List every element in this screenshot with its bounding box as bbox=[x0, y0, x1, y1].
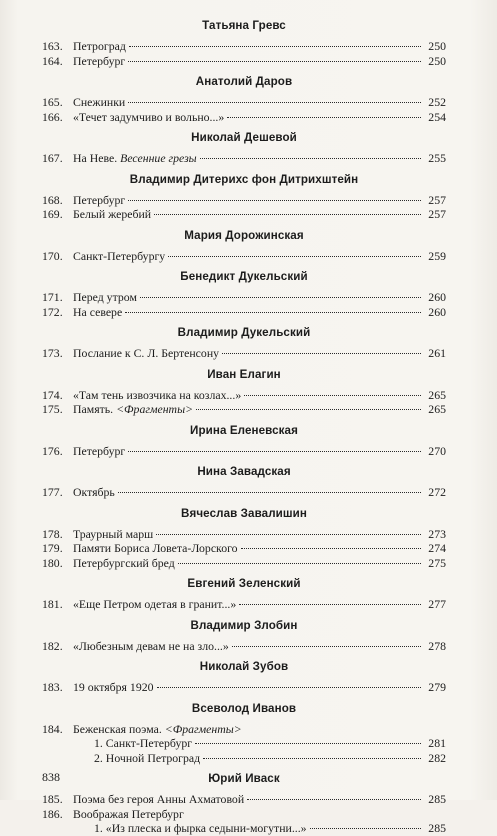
entry-title-text: 19 октября 1920 bbox=[73, 680, 154, 694]
toc-entry[interactable] bbox=[42, 597, 446, 612]
author-heading: Мария Дорожинская bbox=[184, 228, 304, 242]
entry-page-number: 270 bbox=[428, 443, 446, 458]
author-heading: Евгений Зеленский bbox=[187, 577, 301, 590]
toc-entry[interactable] bbox=[42, 305, 446, 320]
dot-leader bbox=[245, 729, 421, 730]
dot-leader bbox=[129, 45, 421, 47]
entry-page-number: 250 bbox=[428, 53, 446, 68]
entry-title-text: Перед утром bbox=[73, 290, 137, 304]
entry-title-text: «Любезным девам не на зло...» bbox=[73, 638, 229, 653]
entry-title bbox=[73, 444, 125, 459]
dot-leader bbox=[187, 814, 421, 815]
entry-title-text: Санкт-Петербургу bbox=[73, 248, 166, 263]
author-heading: Всеволод Иванов bbox=[191, 701, 297, 715]
dot-leader bbox=[239, 603, 421, 605]
entry-page-number: 257 bbox=[428, 192, 446, 207]
toc-entry[interactable] bbox=[42, 388, 446, 403]
toc-entry[interactable] bbox=[42, 807, 446, 822]
toc-entry[interactable] bbox=[42, 639, 446, 654]
entry-title bbox=[73, 305, 122, 320]
entry-title-text: Память. bbox=[73, 402, 114, 416]
entry-title bbox=[73, 290, 137, 305]
entry-page-number: 254 bbox=[428, 109, 446, 124]
entry-title-text: Поэма без героя Анны Ахматовой bbox=[73, 792, 245, 806]
entry-page-number: 265 bbox=[428, 402, 446, 416]
entry-number: 175. bbox=[42, 402, 63, 416]
entry-title bbox=[73, 54, 125, 69]
entry-page-number: 279 bbox=[428, 680, 446, 694]
dot-leader bbox=[128, 60, 421, 62]
entry-page-number: 260 bbox=[428, 304, 446, 319]
toc-entry[interactable] bbox=[42, 821, 446, 836]
entry-title bbox=[73, 597, 236, 612]
entry-title-text: Белый жеребий bbox=[73, 207, 152, 221]
author-heading: Татьяна Гревс bbox=[202, 19, 286, 32]
entry-title-text: Петербург bbox=[73, 443, 126, 458]
entry-page-number: 255 bbox=[428, 151, 446, 165]
entry-page-number: 250 bbox=[428, 39, 446, 53]
entry-number: 185. bbox=[42, 792, 63, 806]
dot-leader bbox=[222, 352, 421, 354]
dot-leader bbox=[195, 742, 421, 744]
toc-entry[interactable] bbox=[42, 193, 446, 208]
author-heading: Владимир Дитерихс фон Дитрихштейн bbox=[129, 172, 359, 186]
author-heading: Нина Завадская bbox=[197, 465, 291, 478]
dot-leader bbox=[128, 450, 421, 452]
entry-title-text: Петроград bbox=[73, 39, 126, 53]
entry-number: 174. bbox=[42, 387, 63, 402]
entry-title-text: Снежинки bbox=[73, 95, 126, 109]
entry-number: 172. bbox=[42, 304, 63, 319]
toc-entry[interactable] bbox=[42, 402, 446, 417]
author-heading: Ирина Еленевская bbox=[190, 423, 298, 437]
table-of-contents bbox=[42, 18, 446, 836]
entry-title bbox=[73, 110, 224, 125]
entry-title bbox=[73, 639, 229, 654]
entry-title-text: 2. Ночной Петроград bbox=[94, 750, 201, 765]
entry-title bbox=[73, 722, 242, 737]
dot-leader bbox=[125, 311, 421, 313]
toc-entry[interactable] bbox=[42, 722, 446, 737]
dot-leader bbox=[227, 116, 421, 118]
entry-title bbox=[73, 792, 244, 807]
entry-number: 183. bbox=[42, 680, 63, 694]
author-heading: Вячеслав Завалишин bbox=[181, 506, 307, 520]
entry-title-text: «Там тень извозчика на козлах...» bbox=[73, 387, 242, 402]
dot-leader bbox=[157, 686, 421, 688]
toc-entry[interactable] bbox=[42, 527, 446, 542]
toc-entry[interactable] bbox=[42, 346, 446, 361]
toc-entry[interactable] bbox=[42, 110, 446, 125]
dot-leader bbox=[118, 491, 421, 493]
dot-leader bbox=[140, 296, 421, 298]
entry-page-number: 273 bbox=[428, 526, 446, 541]
toc-entry[interactable] bbox=[42, 680, 446, 695]
entry-number: 164. bbox=[42, 53, 63, 68]
toc-entry[interactable] bbox=[42, 444, 446, 459]
entry-number: 180. bbox=[42, 555, 63, 570]
entry-number: 186. bbox=[42, 806, 63, 821]
entry-page-number: 261 bbox=[428, 346, 446, 360]
entry-title bbox=[73, 556, 175, 571]
entry-number: 171. bbox=[42, 290, 63, 304]
entry-page-number: 282 bbox=[428, 750, 446, 765]
author-heading: Николай Дешевой bbox=[191, 131, 297, 144]
author-heading: Юрий Иваск bbox=[208, 772, 280, 785]
dot-leader bbox=[178, 562, 421, 564]
entry-page-number: 257 bbox=[428, 207, 446, 221]
entry-title bbox=[94, 736, 192, 751]
dot-leader bbox=[156, 533, 421, 535]
toc-entry[interactable] bbox=[42, 541, 446, 556]
entry-title-text: «Еще Петром одетая в гранит...» bbox=[73, 597, 237, 611]
entry-title bbox=[73, 807, 184, 822]
entry-title bbox=[73, 527, 153, 542]
entry-number: 169. bbox=[42, 207, 63, 221]
entry-page-number: 272 bbox=[428, 485, 446, 499]
dot-leader bbox=[128, 199, 421, 201]
entry-title bbox=[73, 193, 125, 208]
entry-number: 178. bbox=[42, 526, 63, 541]
entry-title bbox=[94, 821, 307, 836]
entry-title bbox=[73, 680, 154, 695]
toc-entry[interactable] bbox=[42, 95, 446, 110]
entry-title-italic: <Фрагменты> bbox=[116, 402, 194, 416]
toc-entry[interactable] bbox=[42, 249, 446, 264]
entry-number: 165. bbox=[42, 95, 63, 109]
entry-number: 163. bbox=[42, 39, 63, 53]
entry-number: 170. bbox=[42, 248, 63, 263]
entry-title-text: Петербургский бред bbox=[73, 555, 175, 570]
entry-page-number: 281 bbox=[428, 736, 446, 750]
dot-leader bbox=[232, 645, 421, 647]
entry-number: 168. bbox=[42, 192, 63, 207]
entry-title-text: 1. «Из плеска и фырка седыни-могутни...» bbox=[94, 821, 307, 835]
author-heading: Бенедикт Дукельский bbox=[180, 270, 308, 283]
dot-leader bbox=[168, 255, 421, 257]
entry-title-text: Беженская поэма. bbox=[73, 721, 162, 736]
entry-title bbox=[73, 388, 241, 403]
dot-leader bbox=[154, 213, 421, 215]
entry-title-text: Послание к С. Л. Бертенсону bbox=[73, 346, 220, 360]
dot-leader bbox=[244, 394, 421, 396]
dot-leader bbox=[196, 408, 421, 410]
entry-page-number: 275 bbox=[428, 555, 446, 570]
entry-title bbox=[73, 541, 238, 556]
entry-page-number: 285 bbox=[428, 792, 446, 806]
entry-title bbox=[73, 95, 125, 110]
toc-entry[interactable] bbox=[42, 290, 446, 305]
entry-number: 167. bbox=[42, 151, 63, 165]
author-heading: Николай Зубов bbox=[199, 660, 289, 673]
dot-leader bbox=[128, 101, 421, 103]
entry-title-text: Воображая Петербург bbox=[73, 806, 184, 821]
entry-number: 177. bbox=[42, 485, 63, 499]
entry-title bbox=[73, 151, 197, 166]
entry-number: 182. bbox=[42, 638, 63, 653]
entry-title-text: На Неве. bbox=[73, 151, 118, 165]
toc-entry[interactable] bbox=[42, 751, 446, 766]
dot-leader bbox=[310, 827, 421, 829]
entry-title bbox=[73, 485, 115, 500]
entry-page-number: 259 bbox=[428, 248, 446, 263]
entry-number: 176. bbox=[42, 443, 63, 458]
entry-number: 181. bbox=[42, 597, 63, 611]
toc-entry[interactable] bbox=[42, 207, 446, 222]
entry-page-number: 265 bbox=[428, 387, 446, 402]
entry-number: 184. bbox=[42, 721, 63, 736]
toc-entry[interactable] bbox=[42, 556, 446, 571]
author-heading: Владимир Дукельский bbox=[177, 326, 311, 339]
author-heading: Иван Елагин bbox=[207, 367, 281, 381]
entry-page-number: 252 bbox=[428, 95, 446, 109]
toc-entry[interactable] bbox=[42, 485, 446, 500]
toc-entry[interactable] bbox=[42, 39, 446, 54]
entry-title-text: На севере bbox=[73, 304, 123, 319]
toc-entry[interactable] bbox=[42, 54, 446, 69]
author-heading: Анатолий Даров bbox=[195, 75, 293, 88]
entry-title bbox=[94, 751, 200, 766]
entry-title-italic: Весенние грезы bbox=[120, 151, 197, 165]
toc-entry[interactable] bbox=[42, 792, 446, 807]
entry-title bbox=[73, 402, 193, 417]
entry-title-text: Петербург bbox=[73, 53, 126, 68]
toc-entry[interactable] bbox=[42, 151, 446, 166]
entry-title-italic: <Фрагменты> bbox=[164, 721, 242, 736]
dot-leader bbox=[203, 757, 421, 759]
entry-title-text: Траурный марш bbox=[73, 526, 154, 541]
entry-title-text: 1. Санкт-Петербург bbox=[94, 736, 193, 750]
entry-title-text: Памяти Бориса Ловета-Лорского bbox=[73, 541, 238, 555]
entry-number: 166. bbox=[42, 109, 63, 124]
entry-number: 179. bbox=[42, 541, 63, 555]
entry-title-text: Октябрь bbox=[73, 485, 115, 499]
dot-leader bbox=[241, 547, 421, 549]
entry-title-text: Петербург bbox=[73, 192, 126, 207]
entry-page-number: 285 bbox=[428, 821, 446, 835]
entry-page-number: 277 bbox=[428, 597, 446, 611]
entry-title bbox=[73, 207, 151, 222]
dot-leader bbox=[200, 157, 421, 159]
entry-page-number: 274 bbox=[428, 541, 446, 555]
page-number: 838 bbox=[42, 770, 60, 784]
entry-title bbox=[73, 346, 219, 361]
entry-page-number: 260 bbox=[428, 290, 446, 304]
entry-page-number: 278 bbox=[428, 638, 446, 653]
toc-entry[interactable] bbox=[42, 736, 446, 751]
entry-number: 173. bbox=[42, 346, 63, 360]
entry-title-text: «Течет задумчиво и вольно...» bbox=[73, 109, 225, 124]
author-heading: Владимир Злобин bbox=[190, 618, 298, 632]
entry-title bbox=[73, 249, 165, 264]
entry-title bbox=[73, 39, 126, 54]
